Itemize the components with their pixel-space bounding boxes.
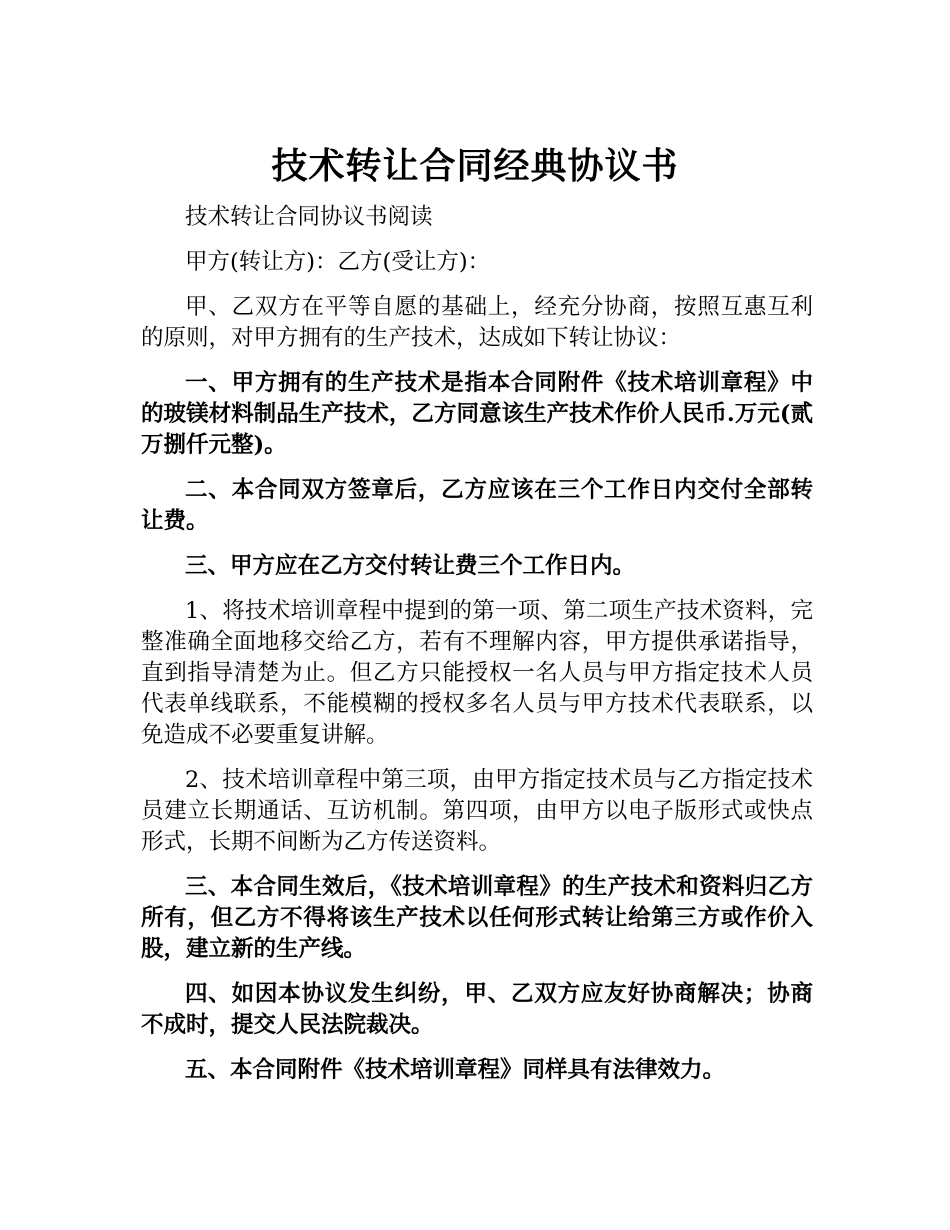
clause-3-item-2: 2、技术培训章程中第三项，由甲方指定技术员与乙方指定技术员建立长期通话、互访机制。第四项，由甲方以电子版形式或快点形式，长期不间断为乙方传送资料。	[141, 767, 813, 855]
paragraph-preamble: 甲、乙双方在平等自愿的基础上，经充分协商，按照互惠互利的原则，对甲方拥有的生产技术，达成如下转让协议：	[141, 294, 813, 351]
clause-2: 二、本合同双方签章后，乙方应该在三个工作日内交付全部转让费。	[141, 477, 813, 534]
document-title: 技术转让合同经典协议书	[271, 145, 679, 188]
clause-4: 四、如因本协议发生纠纷，甲、乙双方应友好协商解决；协商不成时，提交人民法院裁决。	[141, 981, 813, 1038]
clause-3: 三、甲方应在乙方交付转让费三个工作日内。	[185, 553, 636, 579]
clause-1: 一、甲方拥有的生产技术是指本合同附件《技术培训章程》中的玻镁材料制品生产技术，乙方同意该生产技术作价人民币.万元(贰万捌仟元整)。	[141, 370, 813, 458]
clause-3b: 三、本合同生效后，《技术培训章程》的生产技术和资料归乙方所有，但乙方不得将该生产技术以任何形式转让给第三方或作价入股，建立新的生产线。	[141, 874, 813, 962]
clause-5: 五、本合同附件《技术培训章程》同样具有法律效力。	[185, 1057, 726, 1083]
document-body	[141, 202, 813, 1100]
paragraph-intro: 技术转让合同协议书阅读	[185, 204, 433, 230]
paragraph-parties: 甲方(转让方)：乙方(受让方)：	[185, 249, 491, 275]
clause-3-item-1: 1、将技术培训章程中提到的第一项、第二项生产技术资料，完整准确全面地移交给乙方，若有不理解内容，甲方提供承诺指导，直到指导清楚为止。但乙方只能授权一名人员与甲方指定技术人员代表单线联系，不能模糊的授权多名人员与甲方技术代表联系，以免造成不必要重复讲解。	[141, 598, 813, 748]
